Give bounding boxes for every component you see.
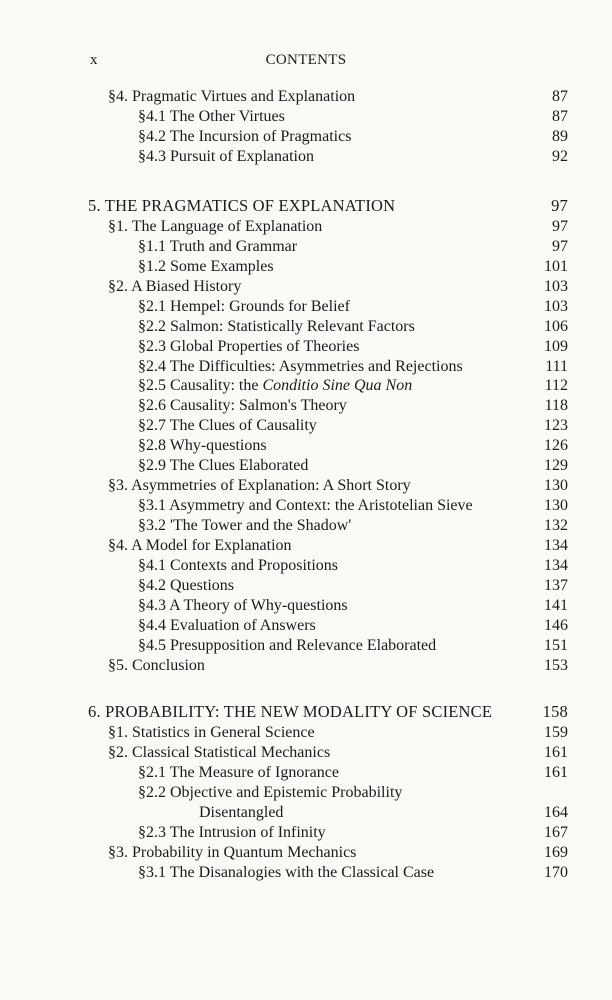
toc-entry <box>0 216 612 238</box>
toc-entry-page: 130 <box>544 477 568 494</box>
toc-entry-page: 97 <box>551 196 568 215</box>
toc-entry-title: §2.1 The Measure of Ignorance <box>138 764 339 781</box>
toc-entry-page: 103 <box>544 298 568 315</box>
toc-entry-page: 118 <box>544 397 568 414</box>
toc-entry <box>0 296 612 318</box>
toc-entry-page: 134 <box>544 557 568 574</box>
toc-chapter-entry <box>0 195 612 217</box>
toc-entry-title: §1. The Language of Explanation <box>108 218 323 235</box>
toc-entry-page: 137 <box>544 577 568 594</box>
toc-entry-title: §2.2 Salmon: Statistically Relevant Factors <box>138 318 415 335</box>
toc-entry-page: 87 <box>552 88 568 105</box>
toc-entry <box>0 126 612 148</box>
toc-entry-page: 97 <box>552 218 568 235</box>
toc-chapter-entry <box>0 701 612 723</box>
toc-entry-page: 126 <box>544 437 568 454</box>
toc-entry-page: 153 <box>544 657 568 674</box>
toc-entry-title: 6. PROBABILITY: THE NEW MODALITY OF SCIENCE <box>88 702 493 721</box>
toc-entry <box>0 635 612 657</box>
toc-entry-page: 161 <box>544 764 568 781</box>
toc-entry <box>0 316 612 338</box>
toc-entry-page: 89 <box>552 128 568 145</box>
toc-entry <box>0 415 612 437</box>
toc-entry-page: 87 <box>552 108 568 125</box>
toc-entry-page: 111 <box>545 358 568 375</box>
toc-entry-title: §4.1 Contexts and Propositions <box>138 557 339 574</box>
toc-entry <box>0 862 612 884</box>
toc-entry <box>0 842 612 864</box>
toc-entry <box>0 515 612 537</box>
toc-entry <box>0 276 612 298</box>
toc-entry <box>0 435 612 457</box>
toc-entry-page: 141 <box>544 597 568 614</box>
toc-entry <box>0 256 612 278</box>
toc-entry-page: 134 <box>544 537 568 554</box>
toc-entry <box>0 535 612 557</box>
toc-entry-page: 161 <box>544 744 568 761</box>
toc-entry-page: 158 <box>542 702 568 721</box>
toc-entry-title: §2.1 Hempel: Grounds for Belief <box>138 298 350 315</box>
toc-entry-title: §2. Classical Statistical Mechanics <box>108 744 331 761</box>
toc-entry-title: §4.2 The Incursion of Pragmatics <box>138 128 352 145</box>
page-header <box>0 52 612 76</box>
toc-entry <box>0 455 612 477</box>
toc-entry-page: 92 <box>552 148 568 165</box>
toc-entry <box>0 555 612 577</box>
toc-entry <box>0 742 612 764</box>
toc-entry-title: §3.2 'The Tower and the Shadow' <box>138 517 352 534</box>
toc-entry-title: §1. Statistics in General Science <box>108 724 315 741</box>
toc-entry <box>0 575 612 597</box>
toc-entry-title: §4.3 Pursuit of Explanation <box>138 148 314 165</box>
toc-entry-page: 109 <box>544 338 568 355</box>
toc-entry-page: 146 <box>544 617 568 634</box>
toc-entry-title: §1.2 Some Examples <box>138 258 274 275</box>
toc-entry-page: 106 <box>544 318 568 335</box>
toc-entry-page: 167 <box>544 824 568 841</box>
toc-entry-title: §2.7 The Clues of Causality <box>138 417 317 434</box>
toc-entry <box>0 782 612 804</box>
toc-entry <box>0 822 612 844</box>
toc-entry-title: §2.5 Causality: the Conditio Sine Qua Non <box>138 377 413 394</box>
toc-entry-italic-title: Conditio Sine Qua Non <box>262 377 413 394</box>
toc-entry-title: §2.6 Causality: Salmon's Theory <box>138 397 347 414</box>
toc-entry <box>0 106 612 128</box>
page-number: x <box>90 52 98 68</box>
toc-entry-page: 97 <box>552 238 568 255</box>
toc-entry <box>0 236 612 258</box>
toc-entry-title: §2.4 The Difficulties: Asymmetries and Rejections <box>138 358 463 375</box>
toc-entry-title: §2.9 The Clues Elaborated <box>138 457 309 474</box>
toc-entry-title: §4.2 Questions <box>138 577 234 594</box>
toc-entry-title: 5. THE PRAGMATICS OF EXPLANATION <box>88 196 396 215</box>
toc-entry-title: §3.1 Asymmetry and Context: the Aristotelian Sieve <box>138 497 473 514</box>
toc-entry-page: 123 <box>544 417 568 434</box>
toc-entry-title: §4.4 Evaluation of Answers <box>138 617 316 634</box>
toc-entry-title: §4. A Model for Explanation <box>108 537 292 554</box>
toc-entry <box>0 375 612 397</box>
toc-entry-page: 130 <box>544 497 568 514</box>
toc-entry <box>0 802 612 824</box>
toc-entry-page: 112 <box>544 377 568 394</box>
toc-entry-title: §1.1 Truth and Grammar <box>138 238 298 255</box>
toc-entry <box>0 495 612 517</box>
toc-entry <box>0 762 612 784</box>
toc-entry-page: 101 <box>544 258 568 275</box>
toc-entry <box>0 395 612 417</box>
toc-entry-title: §3.1 The Disanalogies with the Classical Case <box>138 864 435 881</box>
toc-entry-page: 159 <box>544 724 568 741</box>
toc-entry <box>0 595 612 617</box>
toc-entry-page: 103 <box>544 278 568 295</box>
toc-entry-title: §3. Asymmetries of Explanation: A Short Story <box>108 477 411 494</box>
toc-entry-page: 170 <box>544 864 568 881</box>
toc-entry-title: §2.8 Why-questions <box>138 437 267 454</box>
toc-entry-page: 169 <box>544 844 568 861</box>
toc-entry-title: §2.3 Global Properties of Theories <box>138 338 360 355</box>
toc-entry-page: 151 <box>544 637 568 654</box>
toc-entry <box>0 615 612 637</box>
toc-entry-page: 132 <box>544 517 568 534</box>
toc-entry <box>0 722 612 744</box>
toc-entry <box>0 336 612 358</box>
toc-entry-page: 129 <box>544 457 568 474</box>
toc-entry-title: §2.3 The Intrusion of Infinity <box>138 824 326 841</box>
toc-entry <box>0 655 612 677</box>
toc-entry-title: §3. Probability in Quantum Mechanics <box>108 844 357 861</box>
toc-entry <box>0 475 612 497</box>
toc-entry-title: §4.1 The Other Virtues <box>138 108 285 125</box>
running-title: CONTENTS <box>265 52 347 68</box>
toc-entry-title: §4.5 Presupposition and Relevance Elaborated <box>138 637 437 654</box>
toc-entry <box>0 86 612 108</box>
toc-entry-title: §2. A Biased History <box>108 278 242 295</box>
toc-entry-title: §5. Conclusion <box>108 657 205 674</box>
toc-entry-page: 164 <box>544 804 568 821</box>
toc-entry-title: §4.3 A Theory of Why-questions <box>138 597 348 614</box>
toc-entry-title: Disentangled <box>199 804 284 821</box>
toc-entry-title: §2.2 Objective and Epistemic Probability <box>138 784 403 801</box>
toc-entry-title: §4. Pragmatic Virtues and Explanation <box>108 88 356 105</box>
toc-entry <box>0 146 612 168</box>
